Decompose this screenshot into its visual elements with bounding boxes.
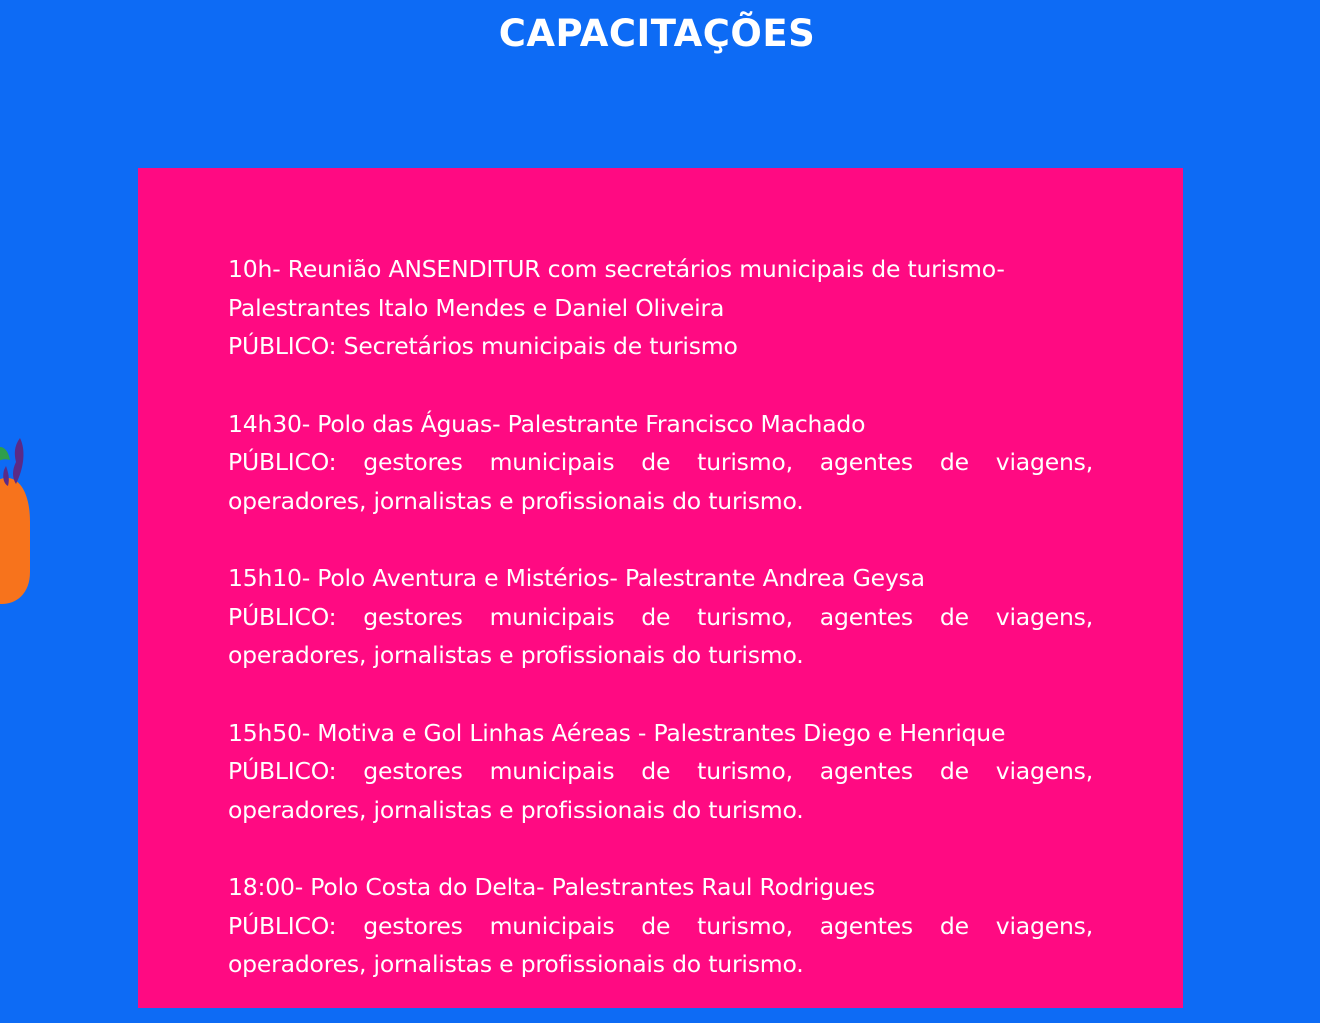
session-headline: 10h- Reunião ANSENDITUR com secretários municipais de turismo- Palestrantes Italo Mendes e Daniel Oliveira [228,255,1005,322]
session-audience: PÚBLICO: gestores municipais de turismo, agentes de viagens, operadores, jornalistas e profissionais do turismo. [228,602,1093,669]
schedule-card [138,168,1183,1008]
session-audience: PÚBLICO: gestores municipais de turismo, agentes de viagens, operadores, jornalistas e profissionais do turismo. [228,911,1093,978]
session-audience: PÚBLICO: gestores municipais de turismo, agentes de viagens, operadores, jornalistas e profissionais do turismo. [228,757,1093,824]
session-headline: 14h30- Polo das Águas- Palestrante Francisco Machado [228,409,866,438]
session-headline: 15h10- Polo Aventura e Mistérios- Palestrante Andrea Geysa [228,564,925,592]
session-item [228,405,1093,521]
session-audience: PÚBLICO: Secretários municipais de turismo [228,332,738,360]
session-headline: 15h50- Motiva e Gol Linhas Aéreas - Palestrantes Diego e Henrique [228,718,1006,747]
session-audience: PÚBLICO: gestores municipais de turismo, agentes de viagens, operadores, jornalistas e profissionais do turismo. [228,448,1093,515]
pepper-icon [0,432,38,607]
page-title: CAPACITAÇÕES [498,12,816,55]
session-item [228,559,1093,675]
session-headline: 18:00- Polo Costa do Delta- Palestrantes Raul Rodrigues [228,873,875,901]
session-item [228,868,1093,984]
session-item [228,250,1093,366]
schedule-list [228,250,1093,1023]
session-item [228,714,1093,830]
